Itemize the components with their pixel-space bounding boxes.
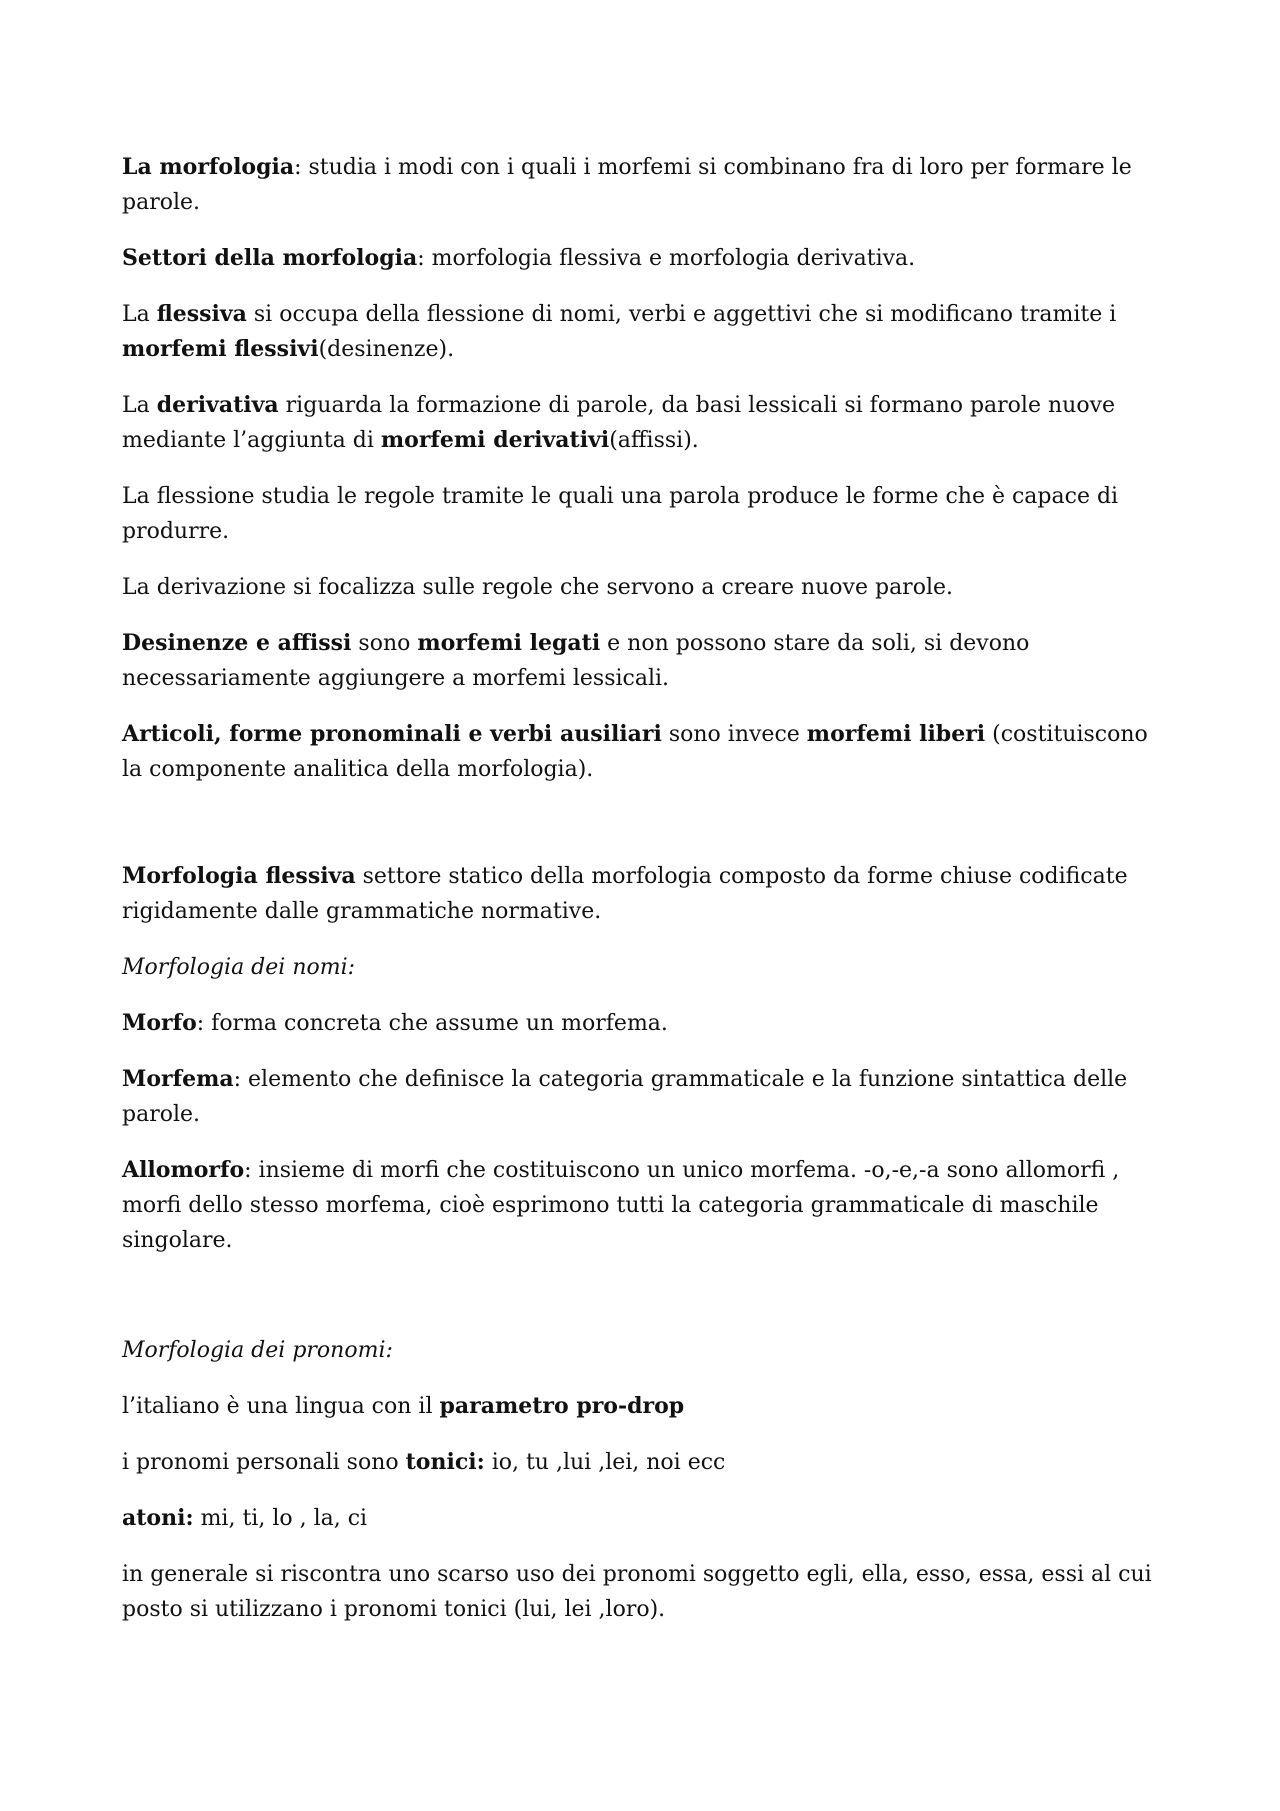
term: Morfologia flessiva [122,863,356,889]
subheading-morfologia-pronomi [122,1333,1162,1368]
term: Morfo [122,1010,197,1036]
term: tonici: [405,1449,485,1475]
text: Morfologia dei pronomi: [122,1338,393,1363]
paragraph-allomorfo [122,1153,1162,1258]
paragraph-flessiva [122,297,1162,367]
text: io, tu ,lui ,lei, noi ecc [484,1450,726,1475]
paragraph-flessione [122,479,1162,549]
text: : elemento che definisce la categoria grammaticale e la funzione sintattica delle parole. [122,1067,1128,1127]
text: riguarda la formazione di parole, da basi lessicali si formano parole nuove mediante l’aggiunta di [122,393,1116,453]
paragraph-morfemi-liberi [122,717,1162,787]
term: morfemi legati [417,630,601,656]
text: La flessione studia le regole tramite le quali una parola produce le forme che è capace di produrre. [122,484,1119,544]
paragraph-tonici [122,1445,1162,1480]
term: morfemi derivativi [380,427,610,453]
term: derivativa [156,392,279,418]
text: : morfologia flessiva e morfologia derivativa. [417,246,916,271]
text: e non possono stare da soli, si devono necessariamente aggiungere a morfemi lessicali. [122,631,1030,691]
text: (affissi). [609,428,699,453]
document-page [122,150,1162,1648]
paragraph-pronomi-soggetto [122,1557,1162,1627]
text: La derivazione si focalizza sulle regole che servono a creare nuove parole. [122,575,953,600]
paragraph-derivazione [122,570,1162,605]
subheading-morfologia-nomi [122,950,1162,985]
text: l’italiano è una lingua con il [122,1394,440,1419]
text: Morfologia dei nomi: [122,955,356,980]
paragraph-settori [122,241,1162,276]
text: mi, ti, lo , la, ci [193,1506,368,1531]
text: La [122,393,157,418]
term: Morfema [122,1066,234,1092]
paragraph-definition-morfologia [122,150,1162,220]
text: : insieme di morfi che costituiscono un unico morfema. -o,-e,-a sono allomorfi , morfi dello stesso morfema, cioè esprimono tutti la categoria grammaticale di maschile singolare. [122,1158,1120,1253]
text: (costituiscono la componente analitica della morfologia). [122,722,1148,782]
paragraph-atoni [122,1501,1162,1536]
term: Desinenze e affissi [122,630,352,656]
paragraph-morfo [122,1006,1162,1041]
text: : studia i modi con i quali i morfemi si combinano fra di loro per formare le parole. [122,155,1132,215]
text: sono invece [661,722,807,747]
term: atoni: [122,1505,194,1531]
text: si occupa della flessione di nomi, verbi e aggettivi che si modificano tramite i [246,302,1117,327]
text: : forma concreta che assume un morfema. [196,1011,668,1036]
term: Allomorfo [122,1157,245,1183]
text: sono [351,631,418,656]
text: in generale si riscontra uno scarso uso dei pronomi soggetto egli, ella, esso, essa, essi al cui posto si utilizzano i pronomi tonici (lui, lei ,loro). [122,1562,1152,1622]
term: morfemi liberi [806,721,986,747]
paragraph-morfemi-legati [122,626,1162,696]
term: flessiva [156,301,247,327]
paragraph-derivativa [122,388,1162,458]
paragraph-pro-drop [122,1389,1162,1424]
term: Settori della morfologia [122,245,418,271]
paragraph-morfema [122,1062,1162,1132]
paragraph-morfologia-flessiva [122,859,1162,929]
text: i pronomi personali sono [122,1450,406,1475]
term: parametro pro-drop [439,1393,685,1419]
term: morfemi flessivi [122,336,319,362]
text: settore statico della morfologia composto da forme chiuse codificate rigidamente dalle grammatiche normative. [122,864,1128,924]
text: (desinenze). [318,337,455,362]
term: La morfologia [122,154,295,180]
term: Articoli, forme pronominali e verbi ausiliari [122,721,662,747]
text: La [122,302,157,327]
